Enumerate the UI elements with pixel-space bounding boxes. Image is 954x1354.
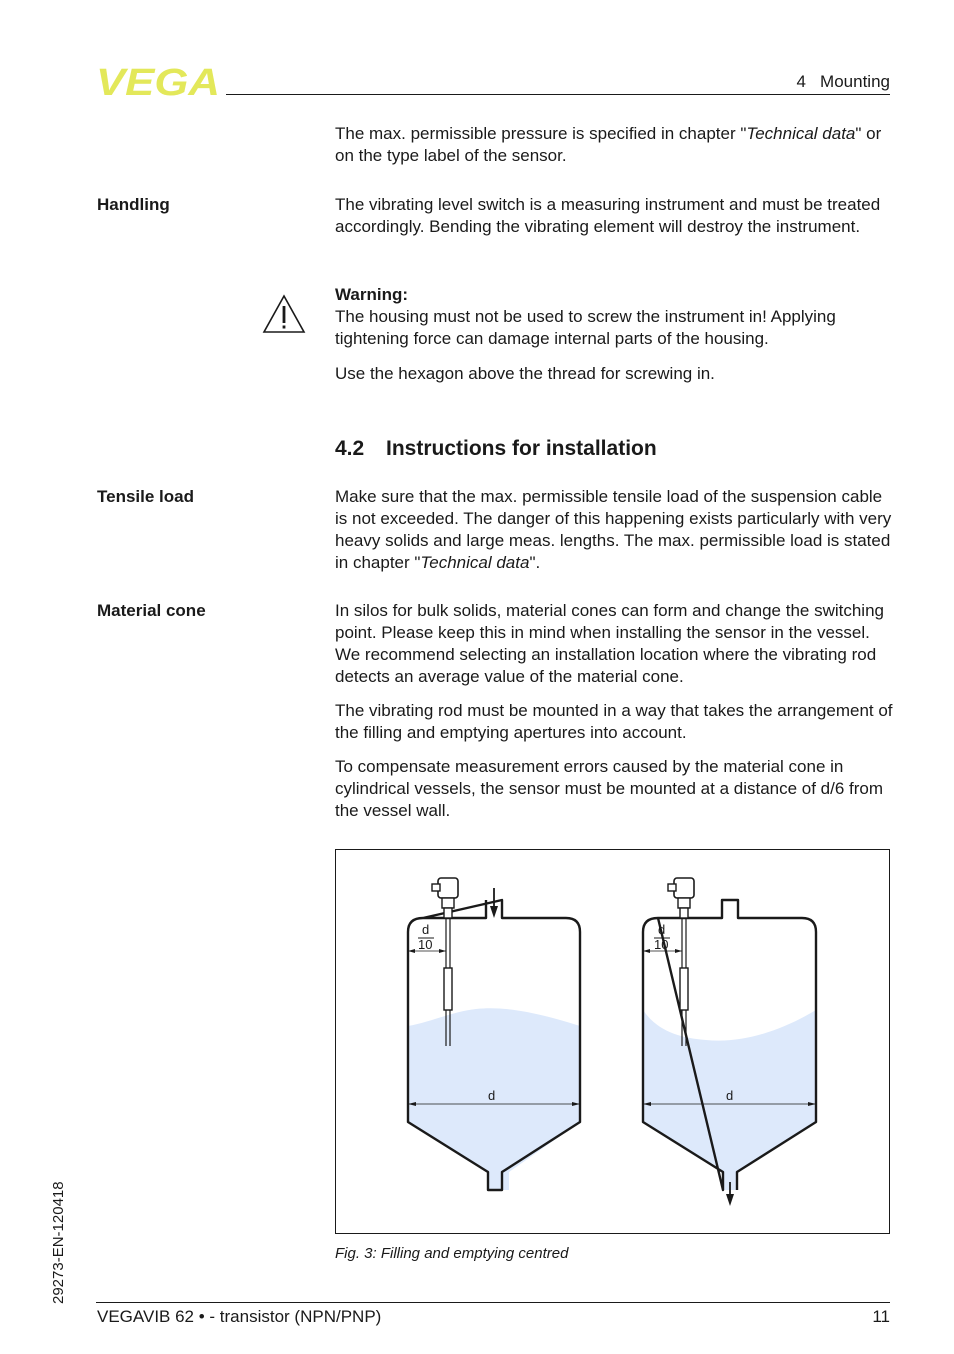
- document-id: 29273-EN-120418: [50, 1181, 67, 1304]
- warning-icon: [262, 294, 306, 334]
- svg-text:VEGA: VEGA: [96, 66, 220, 98]
- material-cone-text-3: To compensate measurement errors caused by the material cone in cylindrical vessels, the sensor must be mounted at a distance of d/6 from the vessel wall.: [335, 757, 884, 820]
- diameter-label-left: d: [488, 1088, 496, 1103]
- material-cone-text-1: In silos for bulk solids, material cones can form and change the switching point. Please keep this in mind when installing the sensor in the vessel. We recommend selecting an installation location where the vibrating rod detects an average value of the material cone.: [335, 601, 884, 686]
- tensile-load-text: Make sure that the max. permissible tensile load of the suspension cable is not exceeded. The danger of this happening exists particularly with very heavy solids and large meas. lengths. The max. permissible load is stated in chapter "Technical data".: [335, 487, 892, 572]
- sensor-right: [668, 878, 694, 1046]
- handling-label: Handling: [97, 195, 170, 214]
- material-cone-label: Material cone: [97, 601, 206, 620]
- section-title: [335, 437, 657, 461]
- fraction-denominator-left: 10: [418, 937, 433, 952]
- tensile-load-label: Tensile load: [97, 487, 194, 506]
- silo-filling: [408, 878, 580, 1190]
- section-heading: Instructions for installation: [386, 437, 657, 460]
- footer-rule: [96, 1302, 890, 1303]
- warning-title: Warning:: [335, 285, 409, 304]
- header-chapter: 4 Mounting: [796, 72, 890, 91]
- section-number: 4.2: [335, 437, 365, 460]
- warning-text: The housing must not be used to screw the instrument in! Applying tightening force can damage internal parts of the housing.: [335, 307, 836, 348]
- diameter-label-right: d: [726, 1088, 734, 1103]
- hexagon-text: Use the hexagon above the thread for screwing in.: [335, 364, 715, 383]
- fraction-numerator-right: d: [658, 922, 666, 937]
- intro-paragraph: The max. permissible pressure is specified in chapter "Technical data" or on the type label of the sensor.: [335, 124, 882, 165]
- material-cone-text-2: The vibrating rod must be mounted in a way that takes the arrangement of the filling and emptying apertures into account.: [335, 701, 893, 742]
- vega-logo: [96, 66, 220, 98]
- silo-diagram: [336, 850, 889, 1233]
- header-rule: [226, 94, 890, 95]
- warning-block: [335, 284, 895, 350]
- figure-frame: [335, 849, 890, 1234]
- page-number: 11: [872, 1307, 890, 1326]
- silo-emptying: [643, 878, 816, 1206]
- fraction-denominator-right: 10: [654, 937, 669, 952]
- fraction-numerator-left: d: [422, 922, 430, 937]
- handling-text: The vibrating level switch is a measuring instrument and must be treated accordingly. Bending the vibrating element will destroy the instrument.: [335, 195, 881, 236]
- figure-caption: Fig. 3: Filling and emptying centred: [335, 1245, 569, 1262]
- footer-product: VEGAVIB 62 • - transistor (NPN/PNP): [97, 1307, 382, 1326]
